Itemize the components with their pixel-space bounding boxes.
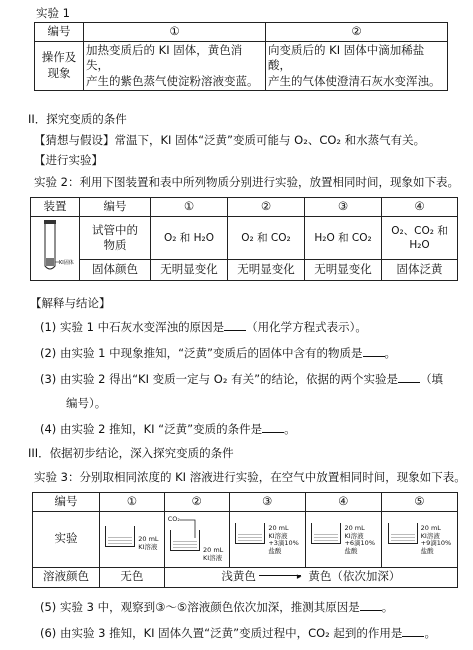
question-2: (2) 由实验 1 中现象推知，“泛黄”变质后的固体中含有的物质是 。 <box>40 346 396 360</box>
exp2-intro: 实验 2：利用下图装置和表中所列物质分别进行实验，放置相同时间，现象如下表。 <box>34 175 459 189</box>
exp3-intro: 实验 3：分别取相同浓度的 KI 溶液进行实验，在空气中放置相同时间，现象如下表。 <box>34 470 466 484</box>
beaker-icon <box>170 530 200 551</box>
exp2-color-2: 无明显变化 <box>228 260 305 280</box>
exp2-header-id: 编号 <box>80 198 151 217</box>
exp3-table <box>32 492 458 588</box>
exp3-beaker-cell-1: 20 mL KI溶液 <box>100 511 165 567</box>
exp2-color-1: 无明显变化 <box>151 260 228 280</box>
hypothesis-text: 常温下，KI 固体“泛黄”变质可能与 O₂、CO₂ 和水蒸气有关。 <box>114 133 426 147</box>
exp3-header-1: ① <box>100 493 165 512</box>
exp1-cell-2: 向变质后的 KI 固体中滴加稀盐酸， 产生的气体使澄清石灰水变浑浊。 <box>266 41 448 91</box>
exp3-beaker-cell-5: 20 mL KI溶液 +9滴10% 盐酸 <box>381 511 457 567</box>
exp3-header-5: ⑤ <box>381 493 457 512</box>
exp2-header-apparatus: 装置 <box>31 198 80 217</box>
co2-label: CO₂ <box>167 514 181 523</box>
question-1: (1) 实验 1 中石灰水变浑浊的原因是 （用化学方程式表示）。 <box>40 320 367 334</box>
exp3-row2-label: 溶液颜色 <box>33 567 100 587</box>
exp3-row1-label: 实验 <box>33 511 100 567</box>
answer-blank-2[interactable] <box>363 346 385 357</box>
exp1-title: 实验 1 <box>36 6 70 20</box>
exp1-table <box>34 22 448 91</box>
right-arrow-icon <box>259 575 301 576</box>
exp3-header-4: ④ <box>305 493 381 512</box>
exp1-cell-1: 加热变质后的 KI 固体，黄色消失， 产生的紫色蒸气使淀粉溶液变蓝。 <box>84 41 266 91</box>
section2-title: II．探究变质的条件 <box>28 112 127 126</box>
exp2-header-4: ④ <box>382 198 458 217</box>
arrow-head-icon: ▸ <box>296 572 302 583</box>
exp3-header-id: 编号 <box>33 493 100 512</box>
answer-blank-5[interactable] <box>360 600 382 611</box>
question-4: (4) 由实验 2 推知，KI “泛黄”变质的条件是 。 <box>40 422 296 436</box>
exp2-header-2: ② <box>228 198 305 217</box>
beaker-icon <box>105 526 135 547</box>
exp2-substance-4: O₂、CO₂ 和 H₂O <box>382 217 458 260</box>
exp1-row-label: 操作及 现象 <box>35 41 84 91</box>
exp2-row2-label: 固体颜色 <box>80 260 151 280</box>
question-3-cont: 编号）。 <box>66 396 107 410</box>
question-5: (5) 实验 3 中，观察到③～⑤溶液颜色依次加深，推测其原因是 。 <box>40 600 394 614</box>
exp2-color-3: 无明显变化 <box>305 260 382 280</box>
exp2-substance-3: H₂O 和 CO₂ <box>305 217 382 260</box>
exp3-header-2: ② <box>164 493 229 512</box>
answer-blank-1[interactable] <box>224 320 246 331</box>
exp2-row1-label: 试管中的 物质 <box>80 217 151 260</box>
conclusion-label: 【解释与结论】 <box>30 296 111 310</box>
exp3-beaker-cell-2: CO₂ 20 mL KI溶液 <box>164 511 229 567</box>
section3-title: III．依据初步结论，深入探究变质的条件 <box>28 446 234 460</box>
ki-solid-label: KI固体 <box>59 260 74 266</box>
exp3-color-range: 浅黄色 ▸ 黄色（依次加深） <box>164 567 457 587</box>
test-tube-diagram <box>35 218 75 274</box>
answer-blank-4[interactable] <box>262 422 284 433</box>
beaker-icon <box>311 523 341 544</box>
answer-blank-6[interactable] <box>402 626 424 637</box>
beaker-icon <box>388 523 418 544</box>
answer-blank-3[interactable] <box>398 372 420 383</box>
exp2-substance-2: O₂ 和 CO₂ <box>228 217 305 260</box>
hypothesis-line <box>34 133 425 149</box>
exp2-apparatus-cell <box>31 217 80 281</box>
exp3-beaker-cell-3: 20 mL KI溶液 +3滴10% 盐酸 <box>229 511 305 567</box>
exp2-table <box>30 197 458 281</box>
hypothesis-label: 【猜想与假设】 <box>34 133 115 147</box>
exp2-color-4: 固体泛黄 <box>382 260 458 280</box>
exp3-header-3: ③ <box>229 493 305 512</box>
exp3-color-1: 无色 <box>100 567 165 587</box>
beaker-icon <box>235 523 265 544</box>
exp2-header-1: ① <box>151 198 228 217</box>
exp1-header-id: 编号 <box>35 23 84 42</box>
exp1-header-2: ② <box>266 23 448 42</box>
exp2-substance-1: O₂ 和 H₂O <box>151 217 228 260</box>
exp3-beaker-cell-4: 20 mL KI溶液 +6滴10% 盐酸 <box>305 511 381 567</box>
exp1-header-1: ① <box>84 23 266 42</box>
experiment-label: 【进行实验】 <box>34 153 103 167</box>
exp2-header-3: ③ <box>305 198 382 217</box>
question-3: (3) 由实验 2 得出“KI 变质一定与 O₂ 有关”的结论，依据的两个实验是 （填 <box>40 372 444 386</box>
question-6: (6) 由实验 3 推知，KI 固体久置“泛黄”变质过程中，CO₂ 起到的作用是 。 <box>40 626 436 640</box>
